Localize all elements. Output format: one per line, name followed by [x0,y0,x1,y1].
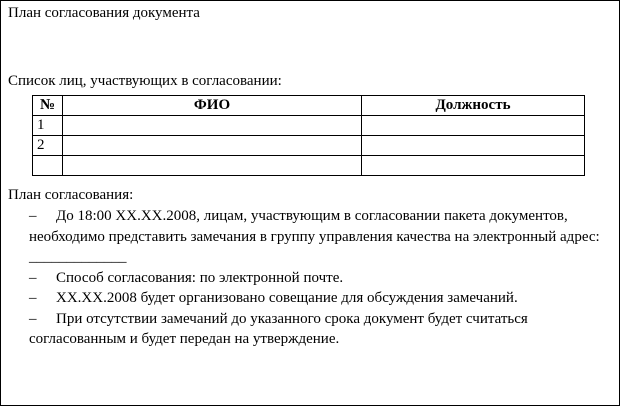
cell-fio [63,136,362,156]
header-position: Должность [362,96,585,116]
bullet-dash: – [29,208,37,224]
plan-item-approval [29,309,609,350]
cell-position [362,156,585,176]
plan-item-meeting [29,288,609,309]
plan-heading: План согласования: [8,187,134,203]
plan-item-method [29,268,609,289]
participants-table [32,95,585,176]
table-row [33,156,585,176]
cell-fio [63,116,362,136]
cell-fio [63,156,362,176]
cell-number: 2 [33,136,63,156]
table-row [33,116,585,136]
plan-item-text: При отсутствии замечаний до указанного срока документ будет считаться согласованным и будет передан на утверждение. [29,310,528,347]
participants-heading: Список лиц, участвующих в согласовании: [8,73,282,89]
document-title: План согласования документа [8,5,200,21]
plan-item-text: До 18:00 XX.XX.2008, лицам, участвующим в согласовании пакета документов, необходимо представить замечания в группу управления качества на электронный адрес: _____________ [29,208,600,265]
table-header-row [33,96,585,116]
plan-item-text: Способ согласования: по электронной почте. [56,269,344,286]
cell-position [362,116,585,136]
plan-list [29,206,609,350]
bullet-dash: – [29,269,37,286]
cell-number [33,156,63,176]
cell-position [362,136,585,156]
bullet-dash: – [29,310,37,327]
bullet-dash: – [29,290,37,306]
cell-number: 1 [33,116,63,136]
header-number: № [33,96,63,116]
header-fio: ФИО [63,96,362,116]
plan-item-deadline [29,206,609,268]
table-row [33,136,585,156]
plan-item-text: XX.XX.2008 будет организовано совещание для обсуждения замечаний. [56,290,518,306]
